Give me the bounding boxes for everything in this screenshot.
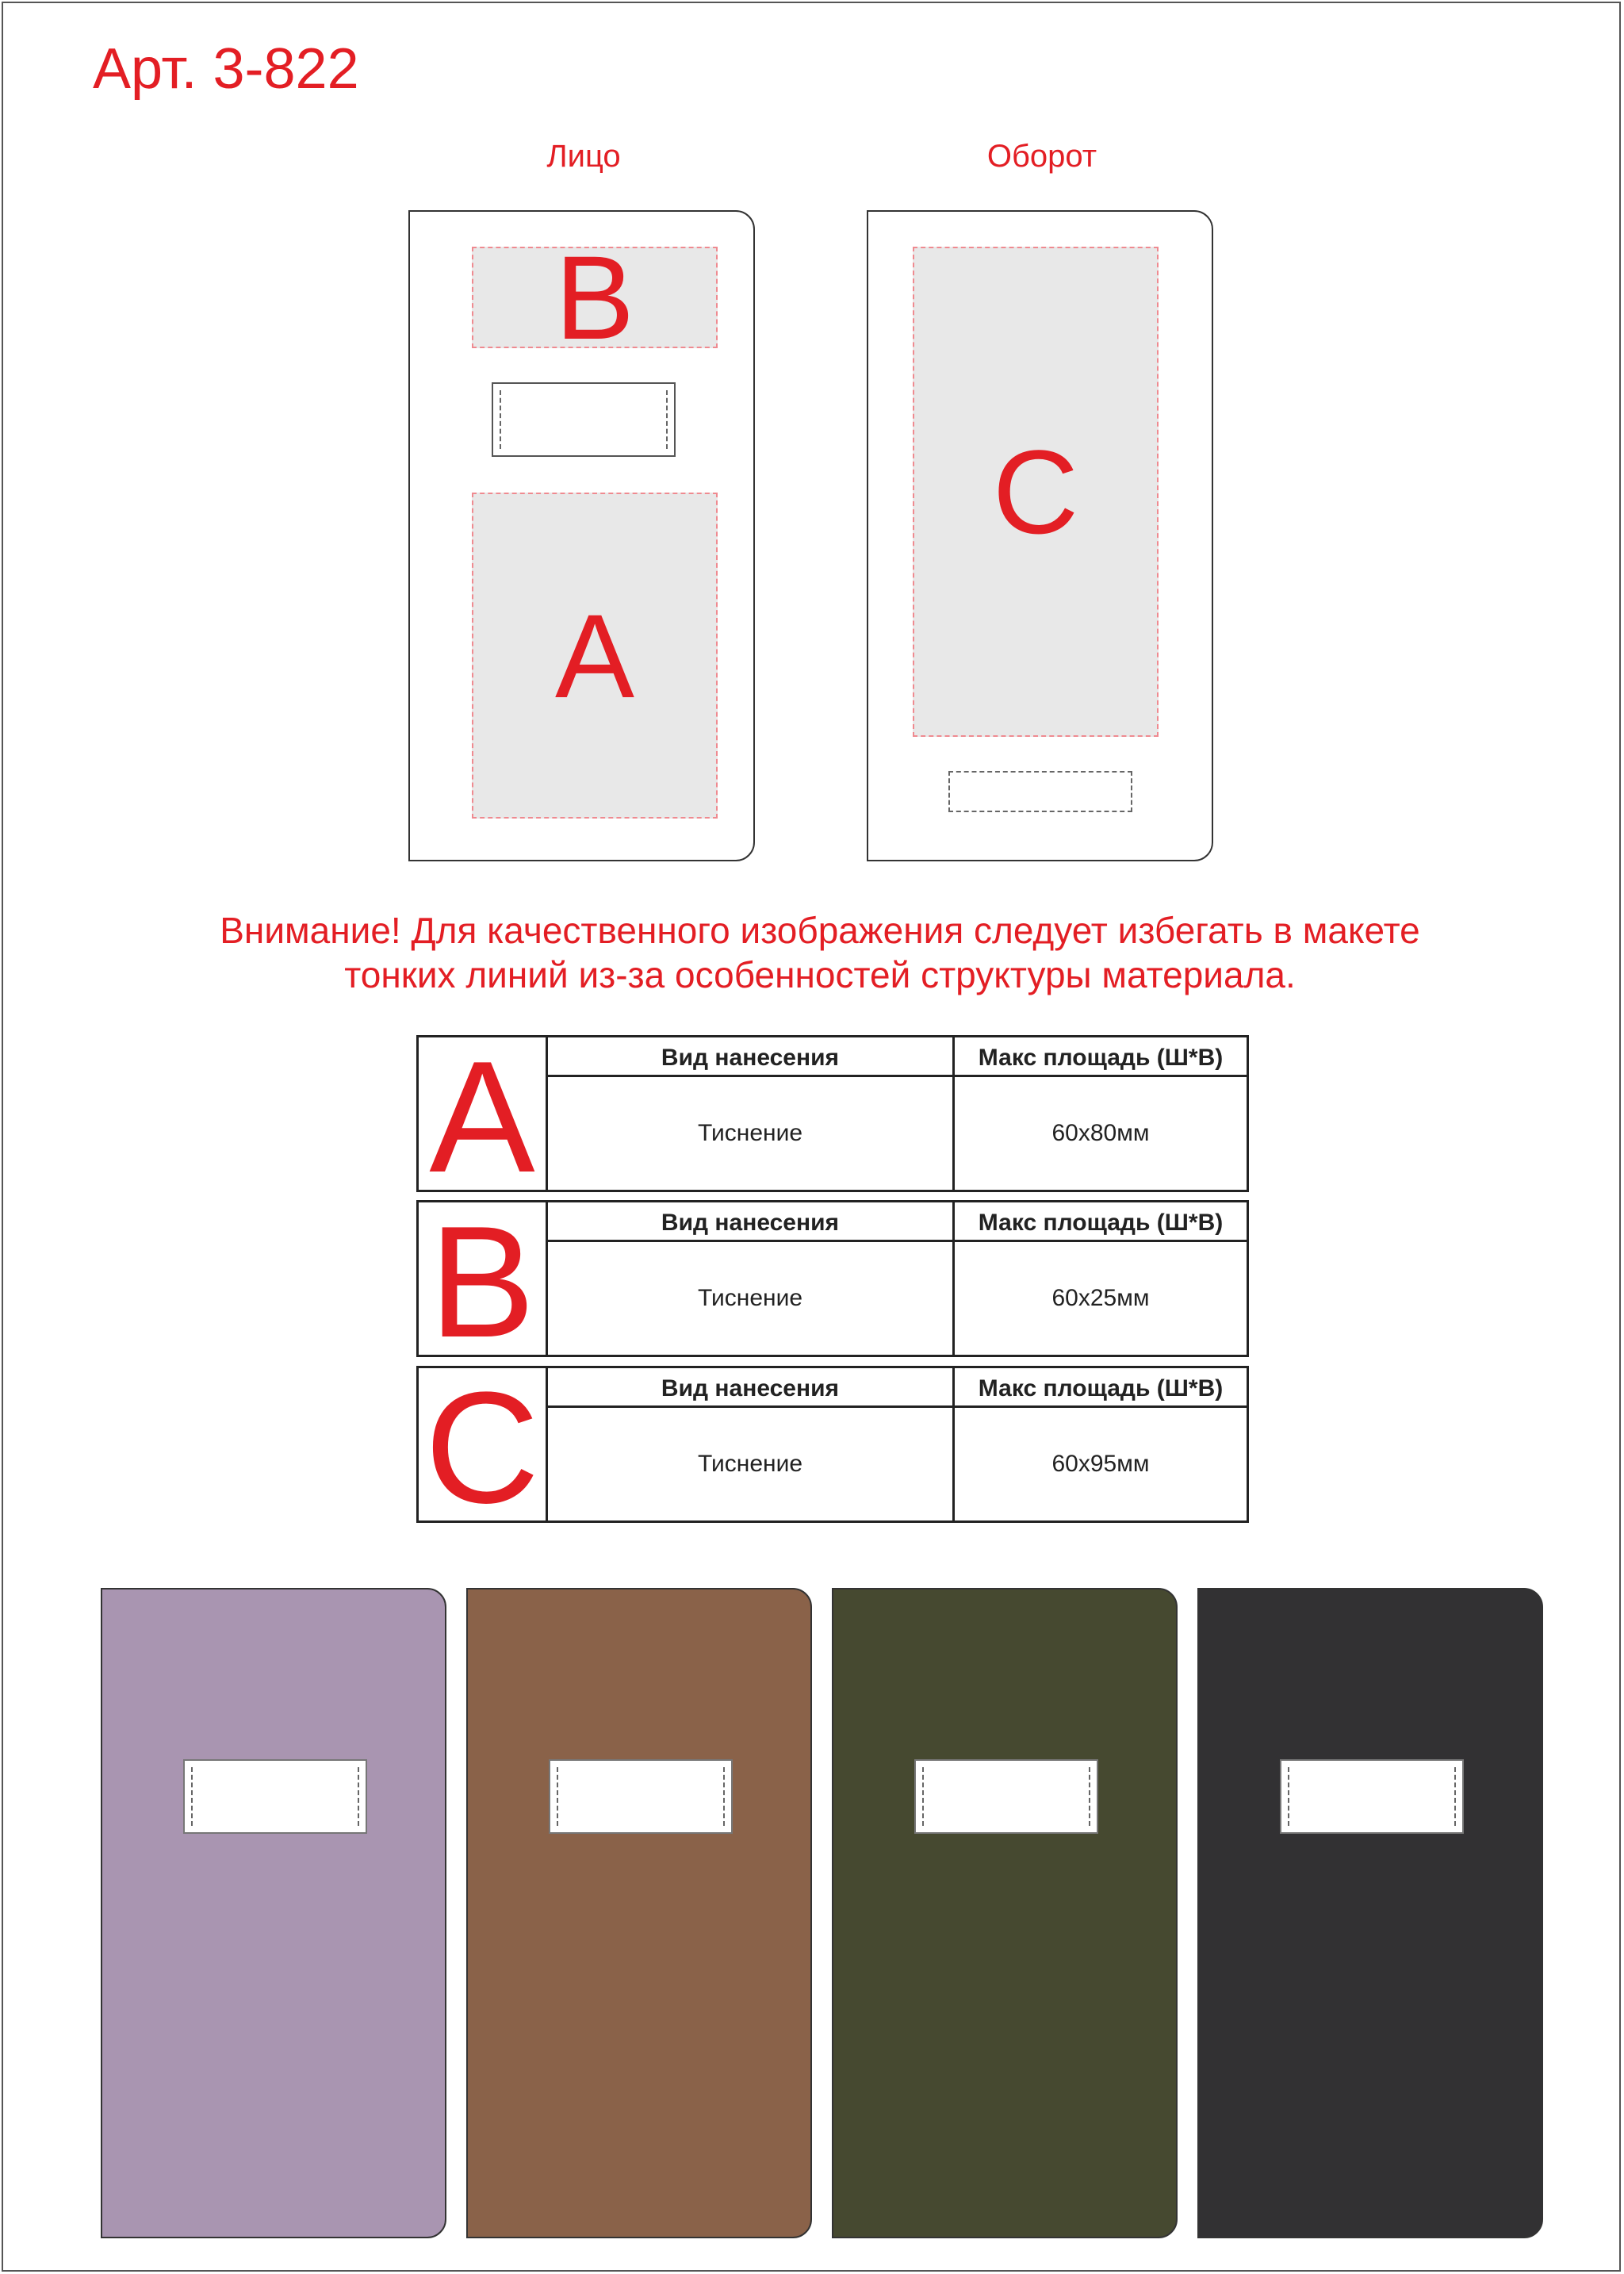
back-view-label: Оборот — [986, 139, 1097, 174]
article-title: Арт. 3-822 — [93, 37, 359, 101]
spec-zone-letter — [419, 1029, 548, 1206]
warning-line-2: тонких линий из-за особенностей структуры материала. — [344, 954, 1296, 995]
back-cover-diagram — [867, 210, 1213, 861]
method-header: Вид нанесения — [661, 1210, 840, 1236]
method-value: Тиснение — [697, 1120, 803, 1146]
method-header: Вид нанесения — [661, 1375, 840, 1402]
back-label-area — [948, 771, 1132, 812]
spec-table-a — [416, 1029, 1249, 1206]
zone-c-letter: C — [992, 425, 1079, 558]
spec-letter-b: B — [429, 1194, 535, 1371]
label-window — [549, 1759, 733, 1834]
spec-zone-letter — [419, 1359, 548, 1536]
spec-zone-letter — [419, 1194, 548, 1371]
zone-b-letter: B — [554, 231, 635, 364]
spec-letter-c: C — [424, 1359, 540, 1536]
color-swatch-black — [1197, 1588, 1543, 2238]
area-header: Макс площадь (Ш*В) — [978, 1045, 1224, 1071]
method-value: Тиснение — [697, 1451, 803, 1477]
label-window — [183, 1759, 367, 1834]
zone-a — [472, 493, 718, 819]
area-header: Макс площадь (Ш*В) — [978, 1375, 1224, 1402]
spec-letter-a: A — [429, 1029, 535, 1206]
area-value: 60х95мм — [1051, 1451, 1150, 1477]
color-swatch-lilac — [101, 1588, 446, 2238]
warning-line-1: Внимание! Для качественного изображения следует избегать в макете — [220, 910, 1420, 951]
zone-b — [472, 231, 718, 364]
spec-table-c — [416, 1359, 1249, 1536]
zone-a-letter: A — [554, 589, 635, 723]
area-value: 60х25мм — [1051, 1285, 1150, 1311]
label-window — [914, 1759, 1098, 1834]
front-view-label: Лицо — [546, 139, 621, 174]
warning-text — [79, 908, 1561, 997]
method-value: Тиснение — [697, 1285, 803, 1311]
zone-c — [913, 247, 1159, 737]
method-header: Вид нанесения — [661, 1045, 840, 1071]
label-window — [1280, 1759, 1464, 1834]
spec-table-b — [416, 1194, 1249, 1371]
area-header: Макс площадь (Ш*В) — [978, 1210, 1224, 1236]
color-swatch-olive — [832, 1588, 1178, 2238]
area-value: 60х80мм — [1051, 1120, 1150, 1146]
front-cover-diagram — [408, 210, 755, 861]
label-window — [492, 382, 676, 457]
color-swatch-brown — [466, 1588, 812, 2238]
